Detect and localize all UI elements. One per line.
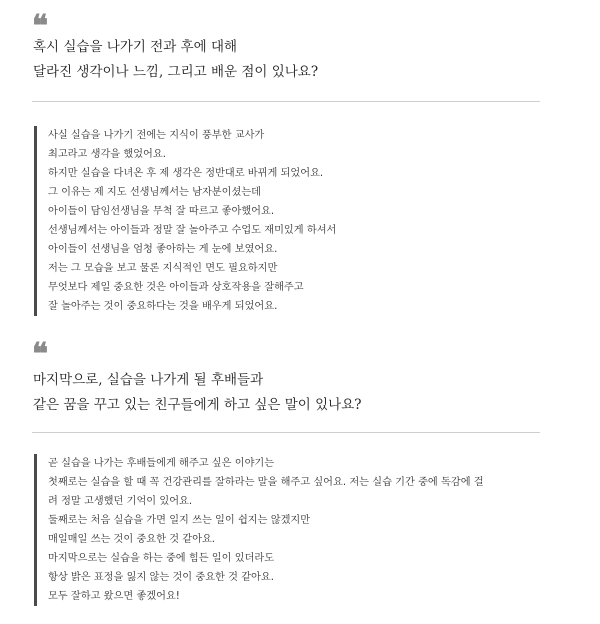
answer-1-line-9: 무엇보다 제일 중요한 것은 아이들과 상호작용을 잘해주고 bbox=[48, 282, 304, 293]
answer-1-line-2: 최고라고 생각을 했었어요. bbox=[48, 149, 166, 160]
answer-1-line-8: 저는 그 모습을 보고 물론 지식적인 면도 필요하지만 bbox=[48, 263, 278, 274]
question-2 bbox=[33, 368, 553, 418]
answer-2-line-7: 항상 밝은 표정을 잃지 않는 것이 중요한 것 같아요. bbox=[48, 572, 274, 583]
quote-mark-1: ❝ bbox=[32, 9, 49, 44]
question-1 bbox=[33, 35, 553, 85]
answer-2-line-2: 첫째로는 실습을 할 때 꼭 건강관리를 잘하라는 말을 해주고 싶어요. 저는 실습 기간 중에 독감에 걸 bbox=[48, 477, 484, 488]
answer-2-line-5: 매일매일 쓰는 것이 중요한 것 같아요. bbox=[48, 534, 216, 545]
answer-1-line-10: 잘 놀아주는 것이 중요하다는 것을 배우게 되었어요. bbox=[48, 301, 278, 312]
answer-1-line-5: 아이들이 담임선생님을 무척 잘 따르고 좋아했어요. bbox=[48, 206, 275, 217]
answer-2-line-6: 마지막으로는 실습을 하는 중에 힘든 일이 있더라도 bbox=[48, 553, 275, 564]
answer-2-line-8: 모두 잘하고 왔으면 좋겠어요! bbox=[48, 591, 180, 602]
answer-1-line-4: 그 이유는 제 지도 선생님께서는 남자분이셨는데 bbox=[48, 187, 262, 198]
question-2-line-1: 마지막으로, 실습을 나가게 될 후배들과 bbox=[33, 372, 264, 388]
quote-mark-2: ❝ bbox=[32, 337, 49, 372]
answer-1-line-3: 하지만 실습을 다녀온 후 제 생각은 정반대로 바뀌게 되었어요. bbox=[48, 168, 324, 179]
question-2-line-2: 같은 꿈을 꾸고 있는 친구들에게 하고 싶은 말이 있나요? bbox=[33, 397, 362, 413]
answer-2-line-4: 둘째로는 처음 실습을 가면 일지 쓰는 일이 쉽지는 않겠지만 bbox=[48, 515, 311, 526]
answer-2-line-1: 곧 실습을 나가는 후배들에게 해주고 싶은 이야기는 bbox=[48, 458, 275, 469]
answer-1-line-1: 사실 실습을 나가기 전에는 지식이 풍부한 교사가 bbox=[48, 130, 265, 141]
divider-2 bbox=[32, 432, 540, 433]
answer-1-line-6: 선생님께서는 아이들과 정말 잘 놀아주고 수업도 재미있게 하셔서 bbox=[48, 225, 337, 236]
question-1-line-2: 달라진 생각이나 느낌, 그리고 배운 점이 있나요? bbox=[33, 64, 319, 80]
answer-2-line-3: 려 정말 고생했던 기억이 있어요. bbox=[48, 496, 193, 507]
question-1-line-1: 혹시 실습을 나가기 전과 후에 대해 bbox=[33, 39, 238, 55]
answer-1-line-7: 아이들이 선생님을 엄청 좋아하는 게 눈에 보였어요. bbox=[48, 244, 278, 255]
answer-2 bbox=[34, 454, 544, 606]
answer-1 bbox=[34, 126, 544, 316]
divider-1 bbox=[32, 101, 540, 102]
